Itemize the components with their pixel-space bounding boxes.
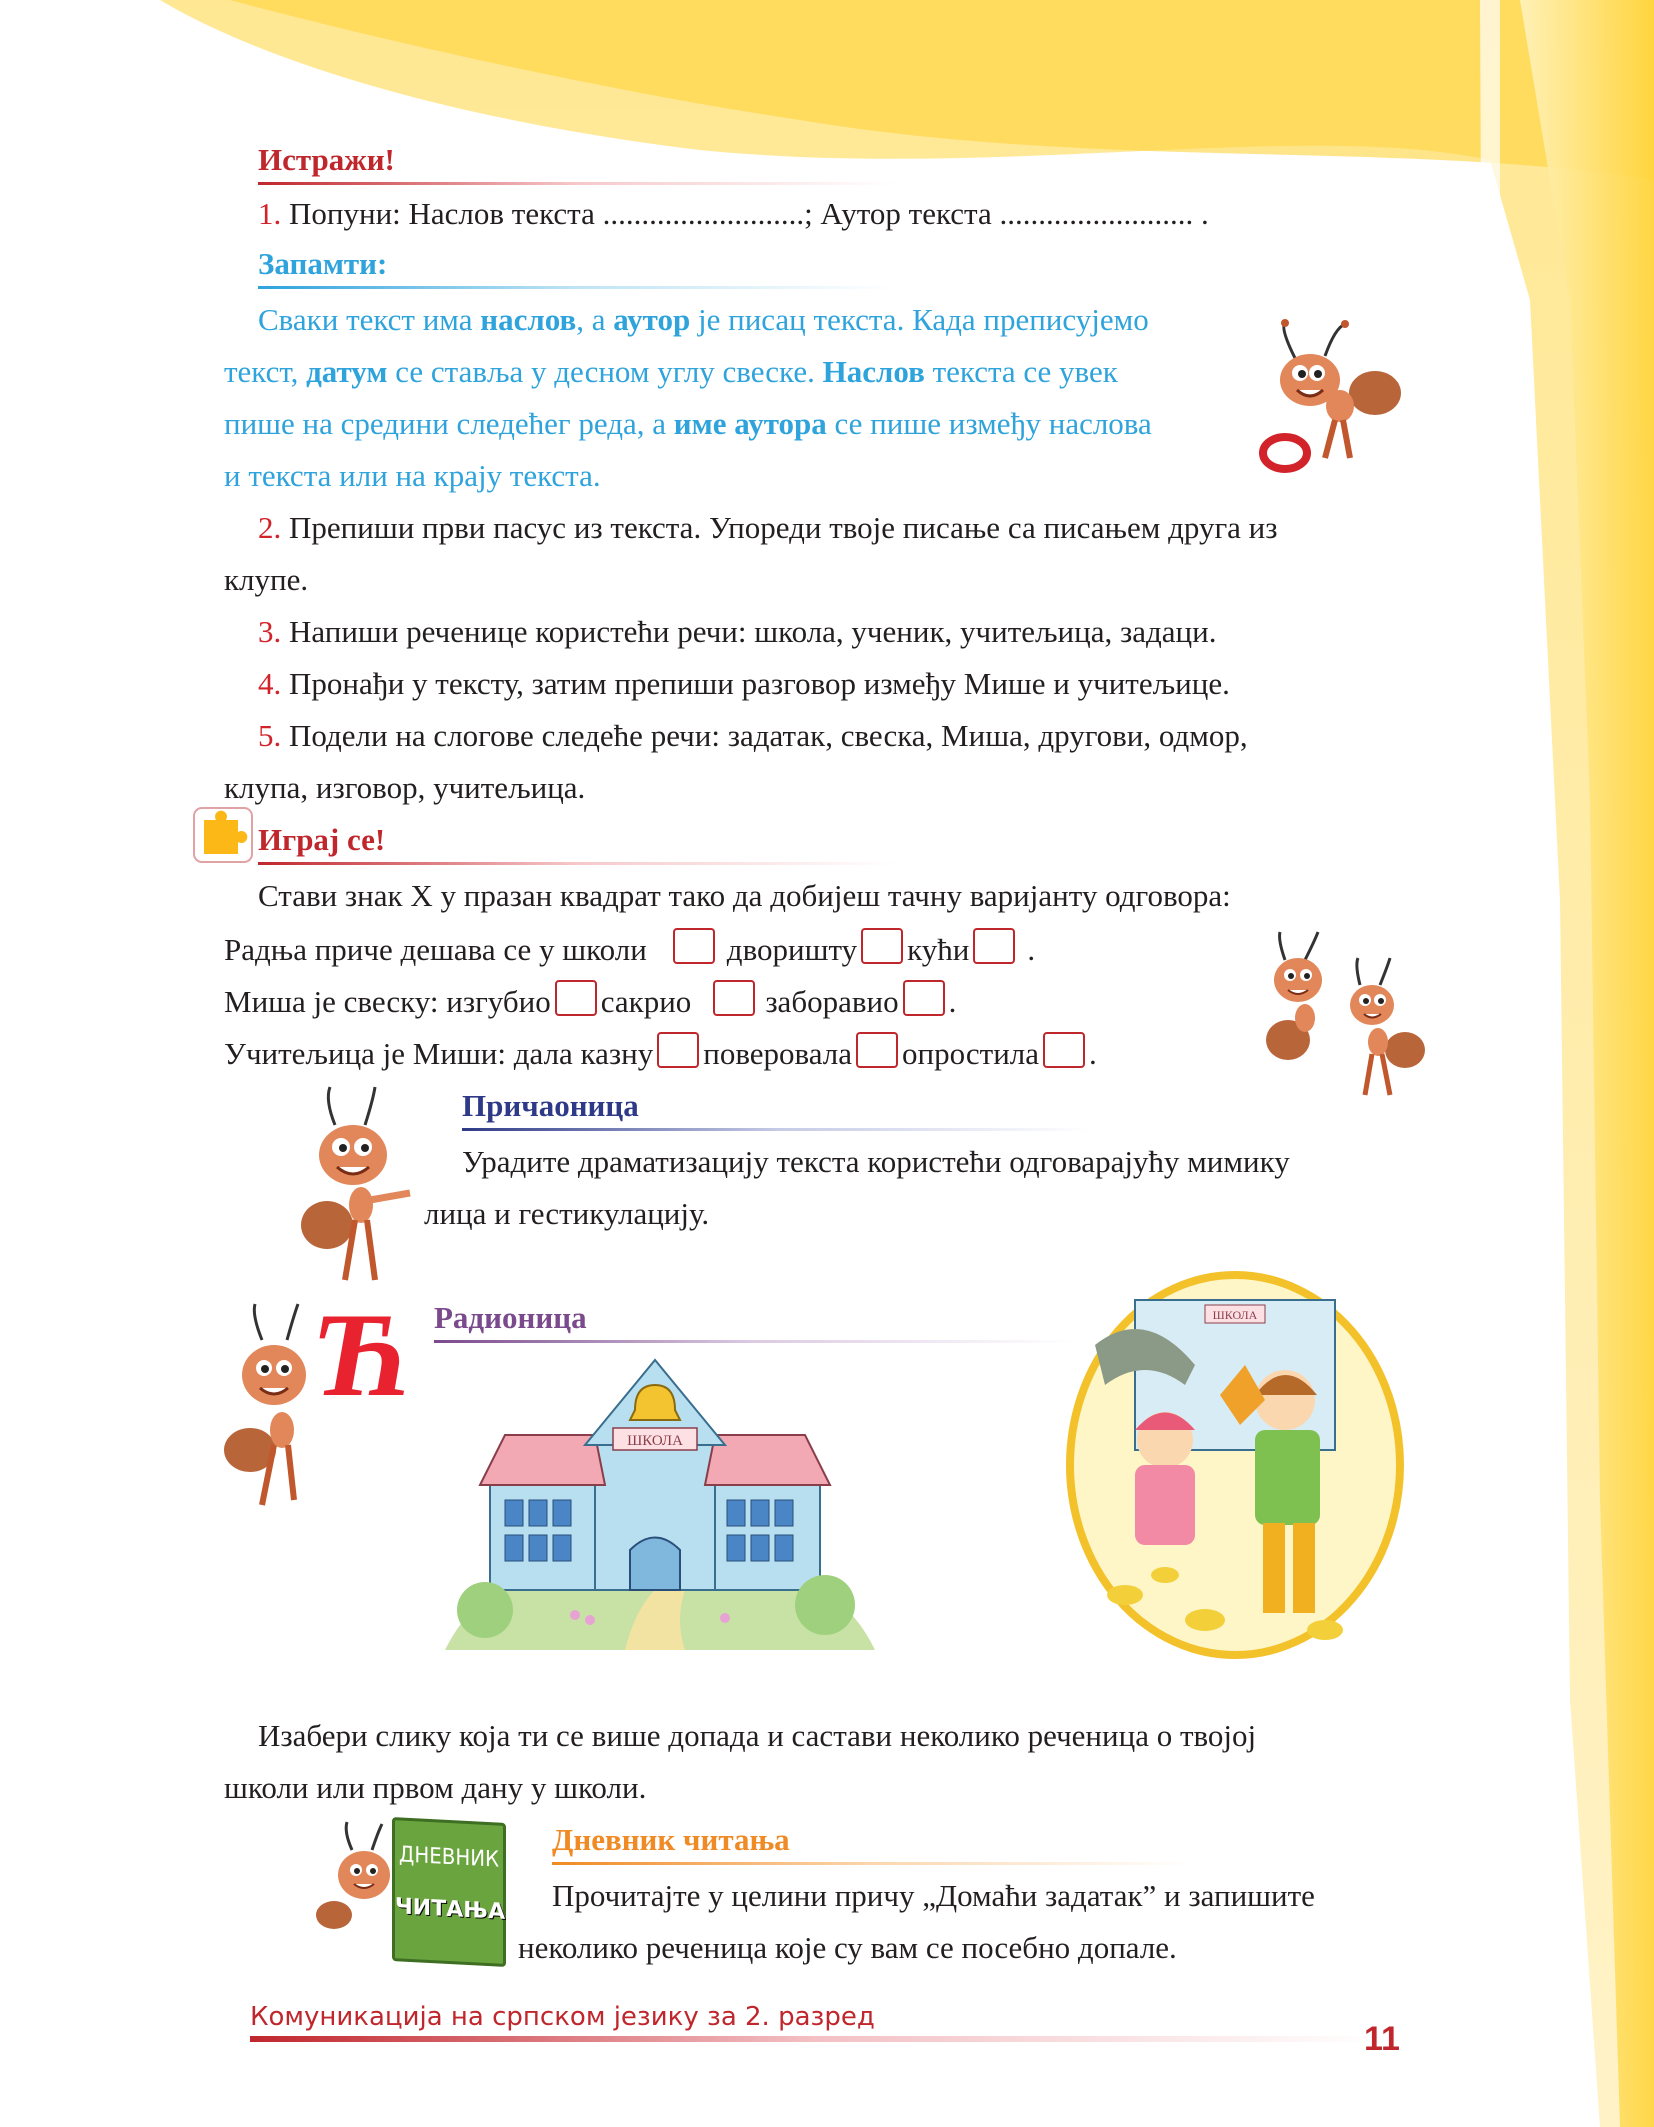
two-ants-icon — [1260, 930, 1430, 1105]
task-1: 1. Попуни: Наслов текста ..........................; Аутор текста ......................... . — [258, 196, 1209, 231]
diary-line-1: Прочитајте у целини причу „Домаћи задатак” и запишите — [552, 1878, 1315, 1913]
workshop-line-2: школи или првом дану у школи. — [224, 1770, 647, 1805]
explore-heading: Истражи! — [258, 142, 395, 177]
talk-heading: Причаоница — [462, 1088, 639, 1123]
checkbox-yard[interactable] — [861, 928, 903, 964]
checkbox-home[interactable] — [973, 928, 1015, 964]
ant-magnifier-icon — [1255, 318, 1405, 498]
checkbox-hid[interactable] — [713, 980, 755, 1016]
task-2-continuation: клупе. — [224, 562, 309, 597]
book-title-top: ДНЕВНИК — [398, 1842, 500, 1873]
question-2: Миша је свеску: изгубио сакрио заборавио . — [224, 980, 956, 1022]
ant-pointing-icon — [295, 1085, 435, 1290]
letter-tje: Ћ — [312, 1288, 410, 1421]
diary-underline — [552, 1862, 1192, 1865]
checkbox-school[interactable] — [673, 928, 715, 964]
book-title-bottom: ЧИТАЊА — [395, 1894, 506, 1925]
remember-line-3: пише на средини следећег реда, а име аутора се пише између наслова — [224, 406, 1152, 441]
talk-underline — [462, 1128, 1092, 1131]
workshop-line-1: Изабери слику која ти се више допада и састави неколико реченица о твојој — [258, 1718, 1257, 1753]
checkbox-punish[interactable] — [657, 1032, 699, 1068]
play-intro: Стави знак X у празан квадрат тако да добијеш тачну варијанту одговора: — [258, 878, 1231, 913]
task-3: 3. Напиши реченице користећи речи: школа, ученик, учитељица, задаци. — [258, 614, 1217, 649]
task-5: 5. Подели на слогове следеће речи: задатак, свеска, Миша, другови, одмор, — [258, 718, 1248, 753]
puzzle-icon — [192, 806, 254, 864]
checkbox-lost[interactable] — [555, 980, 597, 1016]
talk-line-1: Урадите драматизацију текста користећи одговарајућу мимику — [462, 1144, 1290, 1179]
remember-line-2: текст, датум се ставља у десном углу свеске. Наслов текста се увек — [224, 354, 1118, 389]
checkbox-believed[interactable] — [856, 1032, 898, 1068]
workshop-heading: Радионица — [434, 1300, 587, 1335]
reading-diary-book-icon — [392, 1817, 506, 1967]
footer-rule — [250, 2036, 1380, 2042]
workshop-underline — [434, 1340, 1074, 1343]
school-illustration — [445, 1350, 875, 1660]
play-underline — [258, 862, 898, 865]
question-1: Радња приче дешава се у школи дворишту кући . — [224, 928, 1035, 970]
children-illustration — [1065, 1265, 1405, 1675]
play-heading: Играј се! — [258, 822, 386, 857]
question-3: Учитељица је Миши: дала казну поверовала опростила . — [224, 1032, 1097, 1074]
school-sign: ШКОЛА — [627, 1433, 683, 1449]
task-2: 2. Препиши први пасус из текста. Упореди твоје писање са писањем друга из — [258, 510, 1278, 545]
remember-heading: Запамти: — [258, 246, 388, 281]
diary-heading: Дневник читања — [552, 1822, 790, 1857]
remember-underline — [258, 286, 898, 289]
diary-line-2: неколико реченица које су вам се посебно допале. — [518, 1930, 1177, 1965]
checkbox-forgave[interactable] — [1043, 1032, 1085, 1068]
school-sign-2: ШКОЛА — [1212, 1308, 1258, 1322]
page-number: 11 — [1364, 2020, 1400, 2058]
talk-line-2: лица и гестикулацију. — [424, 1196, 710, 1231]
remember-line-1: Сваки текст има наслов, а аутор је писац текста. Када преписујемо — [258, 302, 1149, 337]
footer-title: Комуникација на српском језику за 2. разред — [250, 2002, 875, 2032]
task-4: 4. Пронађи у тексту, затим препиши разговор између Мише и учитељице. — [258, 666, 1230, 701]
task-5-continuation: клупа, изговор, учитељица. — [224, 770, 586, 805]
checkbox-forgot[interactable] — [903, 980, 945, 1016]
explore-underline — [258, 182, 898, 185]
remember-line-4: и текста или на крају текста. — [224, 458, 601, 493]
